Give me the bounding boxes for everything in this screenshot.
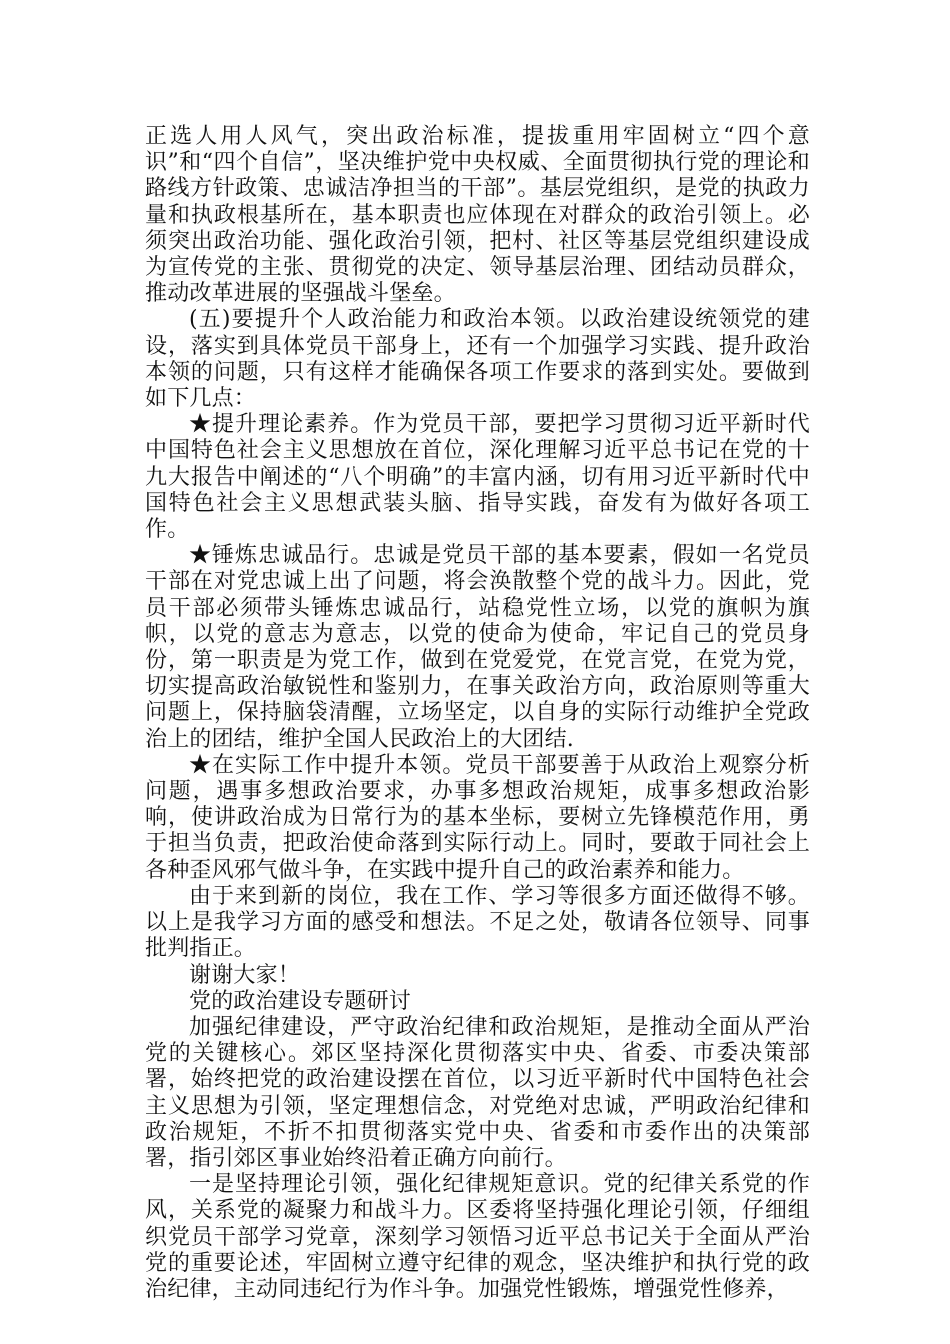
paragraph-1: 正选人用人风气，突出政治标准，提拔重用牢固树立“四个意识”和“四个自信”，坚决维护党中央权威、全面贯彻执行党的理论和路线方针政策、忠诚洁净担当的干部”。基层党组织，是党的执政力量和执政根基所在，基本职责也应体现在对群众的政治引领上。必须突出政治功能、强化政治引领，把村、社区等基层党组织建设成为宣传党的主张、贯彻党的决定、领导基层治理、团结动员群众，推动改革进展的坚强战斗堡垒。 (145, 124, 810, 307)
paragraph-10: 一是坚持理论引领，强化纪律规矩意识。党的纪律关系党的作风，关系党的凝聚力和战斗力。区委将坚持强化理论引领，仔细组织党员干部学习党章，深刻学习领悟习近平总书记关于全面从严治党的重要论述，牢固树立遵守纪律的观念，坚决维护和执行党的政治纪律，主动同违纪行为作斗争。加强党性锻炼，增强党性修养， (145, 1172, 810, 1302)
paragraph-5: ★在实际工作中提升本领。党员干部要善于从政治上观察分析问题，遇事多想政治要求，办事多想政治规矩，成事多想政治影响，使讲政治成为日常行为的基本坐标，要树立先锋模范作用，勇于担当负责，把政治使命落到实际行动上。同时，要敢于同社会上各种歪风邪气做斗争，在实践中提升自己的政治素养和能力。 (145, 752, 810, 883)
paragraph-2: (五)要提升个人政治能力和政治本领。以政治建设统领党的建设，落实到具体党员干部身上，还有一个加强学习实践、提升政治本领的问题，只有这样才能确保各项工作要求的落到实处。要做到如下几点： (145, 307, 810, 412)
paragraph-6: 由于来到新的岗位，我在工作、学习等很多方面还做得不够。以上是我学习方面的感受和想法。不足之处，敬请各位领导、同事批判指正。 (145, 883, 810, 962)
paragraph-3: ★提升理论素养。作为党员干部，要把学习贯彻习近平新时代中国特色社会主义思想放在首位，深化理解习近平总书记在党的十九大报告中阐述的“八个明确”的丰富内涵，切有用习近平新时代中国特色社会主义思想武装头脑、指导实践，奋发有为做好各项工作。 (145, 412, 810, 543)
document-body (145, 124, 810, 1303)
paragraph-9: 加强纪律建设，严守政治纪律和政治规矩，是推动全面从严治党的关键核心。郊区坚持深化贯彻落实中央、省委、市委决策部署，始终把党的政治建设摆在首位，以习近平新时代中国特色社会主义思想为引领，坚定理想信念，对党绝对忠诚，严明政治纪律和政治规矩，不折不扣贯彻落实党中央、省委和市委作出的决策部署，指引郊区事业始终沿着正确方向前行。 (145, 1014, 810, 1171)
section-heading: 党的政治建设专题研讨 (189, 988, 412, 1014)
paragraph-7: 谢谢大家！ (189, 962, 301, 988)
paragraph-4: ★锤炼忠诚品行。忠诚是党员干部的基本要素，假如一名党员干部在对党忠诚上出了问题，将会涣散整个党的战斗力。因此，党员干部必须带头锤炼忠诚品行，站稳党性立场，以党的旗帜为旗帜，以党的意志为意志，以党的使命为使命，牢记自己的党员身份，第一职责是为党工作，做到在党爱党，在党言党，在党为党，切实提高政治敏锐性和鉴别力，在事关政治方向，政治原则等重大问题上，保持脑袋清醒，立场坚定，以自身的实际行动维护全党政治上的团结，维护全国人民政治上的大团结. (145, 543, 810, 752)
